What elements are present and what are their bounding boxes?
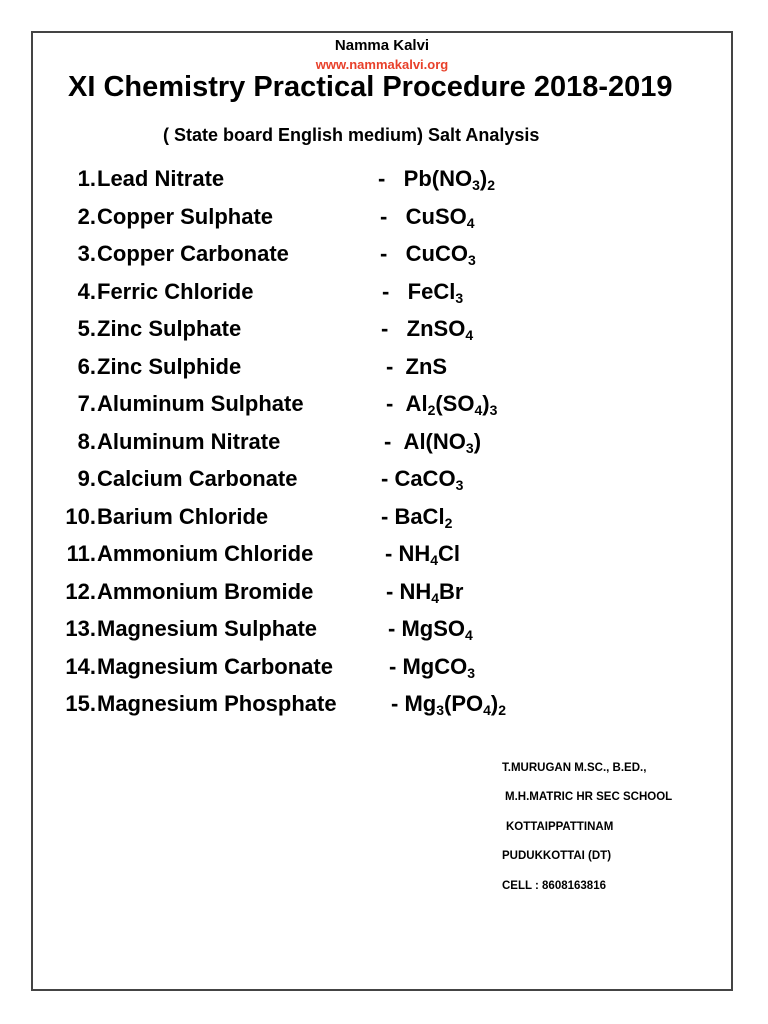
- formula-subscript: 3: [455, 477, 464, 493]
- author-block: [502, 762, 672, 909]
- salt-name: Magnesium Carbonate: [97, 653, 333, 679]
- formula-subscript: 4: [466, 214, 475, 231]
- formula-subscript: 3: [489, 402, 498, 418]
- formula-subscript: 2: [427, 402, 436, 418]
- salt-item: [0, 274, 768, 312]
- salt-name: Ferric Chloride: [97, 278, 254, 304]
- formula-subscript: 4: [430, 552, 439, 568]
- salt-number: 3.: [77, 241, 96, 266]
- salt-item: [0, 311, 768, 349]
- salt-formula: - $NH_4Cl$: [385, 541, 461, 568]
- salt-number: 5.: [77, 316, 96, 341]
- salt-formula: - CuCO$_3$: [380, 241, 476, 268]
- salt-item: [0, 649, 768, 687]
- salt-item: [0, 236, 768, 274]
- salt-formula: - ZnS: [386, 353, 448, 379]
- formula-subscript: 2: [498, 702, 507, 718]
- formula-subscript: 3: [465, 439, 474, 456]
- formula-subscript: 3: [467, 664, 475, 681]
- brand-name: Namma Kalvi: [334, 37, 430, 54]
- formula-subscript: 4: [431, 589, 440, 606]
- salt-name: Aluminum Nitrate: [97, 428, 281, 454]
- salt-formula: - $NH_4Br$: [386, 578, 464, 606]
- salt-item: [0, 424, 768, 462]
- salt-formula: - $Mg_3(PO_4)_2$: [391, 691, 507, 718]
- salt-number: 2.: [77, 203, 96, 229]
- salt-formula: - BaCl$_2$: [381, 503, 453, 531]
- salt-number: 8.: [77, 428, 96, 454]
- author-school: M.H.MATRIC HR SEC SCHOOL: [505, 791, 673, 804]
- salt-name: Copper Sulphate: [97, 203, 274, 229]
- salt-formula: - $Al_2(SO_4)_3$: [386, 391, 498, 418]
- salt-number: 12.: [65, 578, 96, 604]
- salt-item: [0, 161, 768, 199]
- salt-formula: - MgCO$_3$: [389, 653, 475, 681]
- salt-name: Ammonium Bromide: [97, 578, 314, 604]
- formula-subscript: 2: [487, 177, 496, 193]
- formula-subscript: 3: [436, 702, 444, 718]
- salt-name: Magnesium Sulphate: [97, 616, 318, 641]
- salt-name: Barium Chloride: [97, 503, 269, 529]
- salt-item: [0, 574, 768, 612]
- salt-name: Zinc Sulphate: [97, 316, 242, 341]
- author-name: T.MURUGAN M.SC., B.ED.,: [502, 762, 647, 774]
- salt-number: 1.: [77, 166, 96, 191]
- salt-number: 13.: [65, 616, 96, 641]
- salt-number: 7.: [77, 391, 96, 416]
- salt-number: 4.: [77, 278, 96, 304]
- salt-name: Zinc Sulphide: [97, 353, 242, 379]
- salt-list: [0, 161, 768, 724]
- salt-item: [0, 686, 768, 724]
- salt-formula: - FeCl$_3$: [382, 278, 464, 306]
- salt-name: Calcium Carbonate: [97, 466, 298, 491]
- author-phone: CELL : 8608163816: [502, 879, 606, 892]
- salt-name: Aluminum Sulphate: [97, 391, 304, 416]
- salt-item: [0, 499, 768, 537]
- salt-name: Lead Nitrate: [97, 166, 225, 191]
- formula-subscript: 4: [465, 327, 474, 343]
- page-title: XI Chemistry Practical Procedure 2018-2019: [68, 71, 673, 103]
- formula-subscript: 4: [465, 627, 473, 643]
- formula-subscript: 3: [455, 289, 464, 306]
- salt-item: [0, 611, 768, 649]
- brand-url[interactable]: www.nammakalvi.org: [315, 57, 449, 72]
- formula-subscript: 4: [483, 702, 491, 718]
- formula-subscript: 4: [474, 402, 483, 418]
- salt-number: 11.: [66, 541, 96, 566]
- salt-name: Magnesium Phosphate: [97, 691, 337, 716]
- salt-item: [0, 199, 768, 237]
- formula-subscript: 3: [472, 177, 480, 193]
- salt-formula: - $Al(NO_3)$: [384, 428, 482, 456]
- salt-name: Copper Carbonate: [97, 241, 289, 266]
- salt-item: [0, 461, 768, 499]
- salt-formula: - CaCO$_3$: [381, 466, 464, 493]
- salt-formula: - ZnSO$_4$: [381, 316, 474, 343]
- salt-number: 15.: [65, 691, 96, 716]
- author-district: PUDUKKOTTAI (DT): [502, 850, 612, 863]
- salt-name: Ammonium Chloride: [97, 541, 314, 566]
- formula-subscript: 3: [468, 252, 476, 268]
- salt-item: [0, 536, 768, 574]
- salt-formula: - CuSO$_4$: [380, 203, 475, 231]
- salt-number: 9.: [77, 466, 96, 491]
- salt-number: 6.: [77, 353, 96, 379]
- salt-item: [0, 386, 768, 424]
- page-subtitle: ( State board English medium) Salt Analysis: [163, 125, 540, 145]
- salt-number: 10.: [65, 503, 96, 529]
- salt-number: 14.: [65, 653, 96, 679]
- formula-subscript: 2: [444, 514, 453, 531]
- salt-item: [0, 349, 768, 387]
- author-town: KOTTAIPPATTINAM: [506, 820, 614, 833]
- salt-formula: - MgSO$_4$: [388, 616, 473, 643]
- salt-formula: - $Pb(NO_3)_2$: [378, 166, 496, 193]
